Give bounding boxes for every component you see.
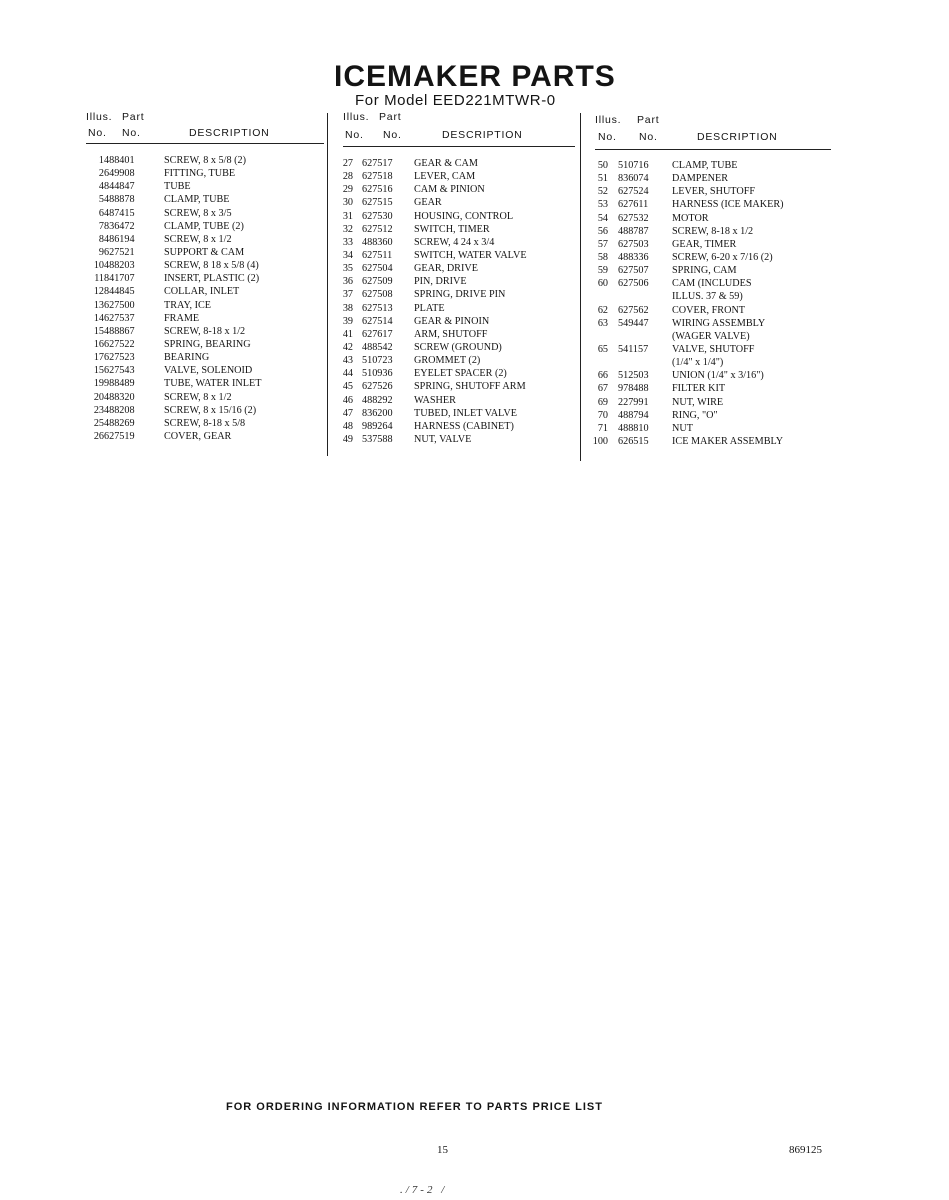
part-description: CLAMP, TUBE — [672, 160, 738, 171]
column-header — [86, 111, 324, 147]
part-description: PLATE — [414, 302, 445, 314]
part-number: 627562 — [618, 304, 649, 316]
header-illus: Illus. — [343, 111, 370, 123]
header-part-no: No. — [122, 127, 141, 139]
part-row — [590, 344, 831, 357]
part-number: 227991 — [618, 396, 649, 408]
column-header — [595, 114, 831, 150]
part-row — [86, 247, 324, 260]
part-row — [335, 224, 575, 237]
part-description: FITTING, TUBE — [164, 168, 236, 180]
part-row — [335, 329, 575, 342]
part-description: GROMMET (2) — [414, 355, 481, 367]
illus-number: 28 — [342, 171, 353, 183]
part-description: MOTOR — [672, 212, 709, 224]
illus-number: 15 — [93, 325, 104, 337]
part-row — [86, 194, 324, 207]
part-description: SCREW, 8-18 x 1/2 — [164, 325, 246, 337]
part-number: 627526 — [362, 381, 393, 393]
part-row — [86, 352, 324, 365]
illus-number: 7 — [98, 220, 104, 232]
illus-number: 48 — [342, 420, 353, 432]
part-row — [335, 250, 575, 263]
part-row — [86, 378, 324, 391]
part-description: LEVER, SHUTOFF — [672, 186, 756, 198]
part-row — [335, 316, 575, 329]
part-row — [590, 160, 831, 173]
part-description: SCREW, 8 18 x 5/8 (4) — [164, 260, 259, 272]
illus-number: 63 — [597, 317, 608, 329]
part-number: 989264 — [362, 420, 393, 432]
part-number: 627515 — [362, 197, 393, 209]
part-row — [335, 355, 575, 368]
column-divider-2 — [580, 113, 581, 461]
part-description: SCREW, 8 x 3/5 — [164, 207, 232, 219]
illus-number: 52 — [597, 186, 608, 198]
part-description: VALVE, SOLENOID — [164, 365, 253, 377]
part-description: SPRING, CAM — [672, 265, 737, 277]
part-number: 836074 — [618, 173, 649, 185]
part-row — [590, 226, 831, 239]
illus-number: 34 — [342, 249, 353, 261]
part-row — [590, 186, 831, 199]
part-description: ICE MAKER ASSEMBLY — [672, 435, 784, 447]
illus-number: 33 — [342, 236, 353, 248]
illus-number: 5 — [98, 194, 104, 206]
part-number: 487415 — [104, 207, 135, 219]
part-row — [335, 342, 575, 355]
illus-number: 29 — [342, 184, 353, 196]
page-number: 15 — [437, 1144, 448, 1156]
header-rule — [595, 149, 831, 150]
part-number: 627532 — [618, 212, 649, 224]
part-row — [86, 181, 324, 194]
part-number: 510723 — [362, 355, 393, 367]
part-number: 488810 — [618, 422, 649, 434]
part-number: 627611 — [618, 199, 649, 211]
part-description: CAM (INCLUDES — [672, 278, 752, 290]
part-description: FRAME — [164, 312, 200, 324]
illus-number: 71 — [597, 422, 608, 434]
part-description: DAMPENER — [672, 173, 729, 185]
part-description: PIN, DRIVE — [414, 276, 467, 288]
illus-number: 42 — [342, 341, 353, 353]
illus-number: 100 — [592, 435, 608, 447]
part-row — [335, 408, 575, 421]
illus-number: 59 — [597, 265, 608, 277]
illus-number: 57 — [597, 238, 608, 250]
part-description: GEAR & CAM — [414, 158, 478, 169]
part-description: SCREW, 6-20 x 7/16 (2) — [672, 251, 773, 263]
illus-number: 45 — [342, 381, 353, 393]
illus-number: 35 — [342, 263, 353, 275]
part-number: 649908 — [104, 168, 135, 180]
part-number: 488203 — [104, 260, 135, 272]
part-row — [590, 291, 831, 304]
part-number: 627508 — [362, 289, 393, 301]
part-description: INSERT, PLASTIC (2) — [164, 273, 260, 285]
part-number: 627500 — [104, 299, 135, 311]
header-part-no: No. — [383, 129, 402, 141]
part-row — [590, 265, 831, 278]
part-number: 627537 — [104, 312, 135, 324]
illus-number: 54 — [597, 212, 608, 224]
illus-number: 44 — [342, 368, 353, 380]
part-row — [86, 260, 324, 273]
header-illus-no: No. — [88, 127, 107, 139]
part-row — [86, 418, 324, 431]
illus-number: 16 — [93, 338, 104, 350]
illus-number: 47 — [342, 407, 353, 419]
illus-number: 51 — [597, 173, 608, 185]
part-description: FILTER KIT — [672, 383, 726, 395]
part-row — [335, 263, 575, 276]
part-row — [86, 405, 324, 418]
part-row — [335, 276, 575, 289]
part-description: NUT, VALVE — [414, 433, 472, 445]
part-description: HOUSING, CONTROL — [414, 210, 514, 222]
part-description: GEAR, TIMER — [672, 238, 737, 250]
part-description: TUBED, INLET VALVE — [414, 407, 517, 419]
part-row — [86, 392, 324, 405]
part-row — [335, 211, 575, 224]
part-row — [335, 158, 575, 171]
illus-number: 37 — [342, 289, 353, 301]
part-row — [590, 305, 831, 318]
part-description: SPRING, DRIVE PIN — [414, 289, 506, 301]
illus-number: 31 — [342, 210, 353, 222]
illus-number: 60 — [597, 278, 608, 290]
part-number: 627522 — [104, 338, 135, 350]
parts-list — [590, 160, 831, 449]
handwritten-mark: ./7-2 / — [400, 1184, 448, 1196]
header-description: DESCRIPTION — [189, 127, 270, 139]
part-number: 488867 — [104, 325, 135, 337]
ordering-note: FOR ORDERING INFORMATION REFER TO PARTS PRICE LIST — [226, 1101, 603, 1113]
part-number: 541157 — [618, 343, 649, 355]
part-row — [590, 410, 831, 423]
part-row — [335, 237, 575, 250]
part-description: TUBE — [164, 181, 191, 193]
part-description: SCREW, 8 x 5/8 (2) — [164, 155, 246, 166]
part-description: (1/4" x 1/4") — [672, 357, 724, 369]
part-row — [86, 326, 324, 339]
part-row — [86, 365, 324, 378]
part-description: HARNESS (CABINET) — [414, 420, 514, 432]
illus-number: 32 — [342, 223, 353, 235]
illus-number: 46 — [342, 394, 353, 406]
illus-number: 11 — [94, 273, 104, 285]
part-row — [335, 184, 575, 197]
part-description: WIRING ASSEMBLY — [672, 317, 766, 329]
part-number: 512503 — [618, 370, 649, 382]
part-row — [335, 421, 575, 434]
illus-number: 67 — [597, 383, 608, 395]
part-row — [335, 381, 575, 394]
illus-number: 19 — [93, 378, 104, 390]
part-description: NUT — [672, 422, 693, 434]
parts-list — [86, 155, 324, 444]
part-description: SWITCH, WATER VALVE — [414, 249, 527, 261]
part-description: BEARING — [164, 352, 210, 364]
part-description: SUPPORT & CAM — [164, 246, 245, 258]
part-number: 537588 — [362, 433, 393, 445]
part-description: COVER, GEAR — [164, 430, 232, 442]
illus-number: 58 — [597, 251, 608, 263]
part-number: 988489 — [104, 378, 135, 390]
part-number: 627543 — [104, 365, 135, 377]
part-number: 841707 — [104, 273, 135, 285]
part-row — [590, 331, 831, 344]
part-number: 510936 — [362, 368, 393, 380]
part-number: 836472 — [104, 220, 135, 232]
part-number: 488320 — [104, 391, 135, 403]
part-row — [86, 339, 324, 352]
part-row — [86, 168, 324, 181]
part-row — [86, 221, 324, 234]
illus-number: 36 — [342, 276, 353, 288]
page-title: ICEMAKER PARTS — [334, 60, 616, 93]
illus-number: 4 — [98, 181, 104, 193]
part-description: SCREW, 8-18 x 5/8 — [164, 417, 246, 429]
illus-number: 26 — [93, 430, 104, 442]
illus-number: 39 — [342, 315, 353, 327]
part-number: 627617 — [362, 328, 393, 340]
part-description: GEAR, DRIVE — [414, 263, 478, 275]
part-description: LEVER, CAM — [414, 171, 476, 183]
part-description: CLAMP, TUBE — [164, 194, 230, 206]
part-number: 549447 — [618, 317, 649, 329]
part-number: 626515 — [618, 435, 649, 447]
part-row — [86, 155, 324, 168]
part-row — [590, 383, 831, 396]
part-row — [86, 431, 324, 444]
illus-number: 69 — [597, 396, 608, 408]
part-row — [86, 208, 324, 221]
illus-number: 2 — [98, 168, 104, 180]
illus-number: 20 — [93, 391, 104, 403]
part-row — [590, 318, 831, 331]
part-row — [86, 300, 324, 313]
part-description: SPRING, SHUTOFF ARM — [414, 381, 526, 393]
illus-number: 66 — [597, 370, 608, 382]
part-number: 627517 — [362, 158, 393, 169]
part-description: SWITCH, TIMER — [414, 223, 490, 235]
part-number: 488269 — [104, 417, 135, 429]
column-header — [343, 111, 575, 147]
header-description: DESCRIPTION — [442, 129, 523, 141]
part-row — [590, 397, 831, 410]
part-number: 627513 — [362, 302, 393, 314]
part-description: ILLUS. 37 & 59) — [672, 291, 743, 303]
part-description: SCREW, 8 x 15/16 (2) — [164, 404, 257, 416]
header-part: Part — [637, 114, 660, 126]
illus-number: 6 — [98, 207, 104, 219]
part-row — [335, 395, 575, 408]
part-description: UNION (1/4" x 3/16") — [672, 370, 764, 382]
part-number: 627512 — [362, 223, 393, 235]
part-number: 488794 — [618, 409, 649, 421]
parts-list — [335, 158, 575, 447]
part-description: COVER, FRONT — [672, 304, 746, 316]
illus-number: 10 — [93, 260, 104, 272]
illus-number: 14 — [93, 312, 104, 324]
part-row — [335, 434, 575, 447]
part-description: SCREW, 4 24 x 3/4 — [414, 236, 495, 248]
part-number: 488208 — [104, 404, 135, 416]
part-row — [86, 286, 324, 299]
part-number: 627516 — [362, 184, 393, 196]
header-illus: Illus. — [595, 114, 622, 126]
part-row — [335, 171, 575, 184]
illus-number: 65 — [597, 343, 608, 355]
illus-number: 23 — [93, 404, 104, 416]
illus-number: 13 — [93, 299, 104, 311]
part-number: 627506 — [618, 278, 649, 290]
illus-number: 56 — [597, 225, 608, 237]
part-row — [590, 370, 831, 383]
part-number: 627519 — [104, 430, 135, 442]
illus-number: 30 — [342, 197, 353, 209]
header-description: DESCRIPTION — [697, 131, 778, 143]
part-number: 627524 — [618, 186, 649, 198]
header-part: Part — [379, 111, 402, 123]
part-row — [335, 197, 575, 210]
part-row — [86, 313, 324, 326]
part-number: 627514 — [362, 315, 393, 327]
part-number: 486194 — [104, 233, 135, 245]
document-number: 869125 — [789, 1144, 822, 1156]
part-number: 488787 — [618, 225, 649, 237]
part-description: NUT, WIRE — [672, 396, 724, 408]
part-number: 510716 — [618, 160, 649, 171]
part-row — [590, 239, 831, 252]
part-description: TRAY, ICE — [164, 299, 211, 311]
illus-number: 25 — [93, 417, 104, 429]
part-number: 844845 — [104, 286, 135, 298]
part-row — [590, 278, 831, 291]
illus-number: 49 — [342, 433, 353, 445]
illus-number: 43 — [342, 355, 353, 367]
illus-number: 27 — [342, 158, 353, 169]
part-row — [590, 199, 831, 212]
part-description: (WAGER VALVE) — [672, 330, 750, 342]
part-description: RING, "O" — [672, 409, 718, 421]
part-number: 488878 — [104, 194, 135, 206]
header-illus-no: No. — [598, 131, 617, 143]
part-description: SPRING, BEARING — [164, 338, 251, 350]
part-row — [86, 234, 324, 247]
illus-number: 1 — [98, 155, 104, 166]
column-divider-1 — [327, 113, 328, 456]
part-row — [590, 252, 831, 265]
illus-number: 70 — [597, 409, 608, 421]
header-rule — [343, 146, 575, 147]
illus-number: 62 — [597, 304, 608, 316]
illus-number: 53 — [597, 199, 608, 211]
part-row — [590, 173, 831, 186]
part-number: 627523 — [104, 352, 135, 364]
header-part: Part — [122, 111, 145, 123]
part-description: ARM, SHUTOFF — [414, 328, 488, 340]
part-number: 627509 — [362, 276, 393, 288]
header-rule — [86, 143, 324, 144]
illus-number: 15 — [93, 365, 104, 377]
part-number: 978488 — [618, 383, 649, 395]
part-number: 627518 — [362, 171, 393, 183]
part-description: TUBE, WATER INLET — [164, 378, 262, 390]
part-number: 627507 — [618, 265, 649, 277]
part-description: GEAR & PINOIN — [414, 315, 490, 327]
part-description: GEAR — [414, 197, 442, 209]
illus-number: 8 — [98, 233, 104, 245]
part-number: 488292 — [362, 394, 393, 406]
part-number: 488336 — [618, 251, 649, 263]
part-row — [590, 213, 831, 226]
part-number: 627503 — [618, 238, 649, 250]
illus-number: 38 — [342, 302, 353, 314]
part-number: 627530 — [362, 210, 393, 222]
header-part-no: No. — [639, 131, 658, 143]
part-row — [335, 368, 575, 381]
part-row — [590, 423, 831, 436]
part-description: WASHER — [414, 394, 456, 406]
part-description: CAM & PINION — [414, 184, 485, 196]
part-number: 488360 — [362, 236, 393, 248]
part-row — [590, 357, 831, 370]
illus-number: 50 — [597, 160, 608, 171]
part-description: SCREW, 8 x 1/2 — [164, 391, 232, 403]
illus-number: 41 — [342, 328, 353, 340]
part-description: HARNESS (ICE MAKER) — [672, 199, 784, 211]
parts-column-1 — [86, 111, 324, 442]
part-description: SCREW, 8-18 x 1/2 — [672, 225, 754, 237]
part-description: SCREW (GROUND) — [414, 341, 502, 353]
part-description: CLAMP, TUBE (2) — [164, 220, 244, 232]
header-illus-no: No. — [345, 129, 364, 141]
illus-number: 9 — [98, 246, 104, 258]
part-number: 627521 — [104, 246, 135, 258]
part-number: 844847 — [104, 181, 135, 193]
part-row — [86, 273, 324, 286]
part-number: 627504 — [362, 263, 393, 275]
part-description: SCREW, 8 x 1/2 — [164, 233, 232, 245]
illus-number: 17 — [93, 352, 104, 364]
part-number: 488542 — [362, 341, 393, 353]
illus-number: 12 — [93, 286, 104, 298]
parts-column-3 — [592, 114, 831, 447]
part-row — [335, 303, 575, 316]
part-number: 627511 — [362, 249, 393, 261]
part-row — [335, 289, 575, 302]
part-number: 488401 — [104, 155, 135, 166]
part-number: 836200 — [362, 407, 393, 419]
header-illus: Illus. — [86, 111, 113, 123]
part-description: EYELET SPACER (2) — [414, 368, 507, 380]
parts-column-2 — [342, 111, 575, 445]
part-description: COLLAR, INLET — [164, 286, 240, 298]
part-row — [590, 436, 831, 449]
model-subtitle: For Model EED221MTWR-0 — [355, 92, 556, 109]
part-description: VALVE, SHUTOFF — [672, 343, 755, 355]
